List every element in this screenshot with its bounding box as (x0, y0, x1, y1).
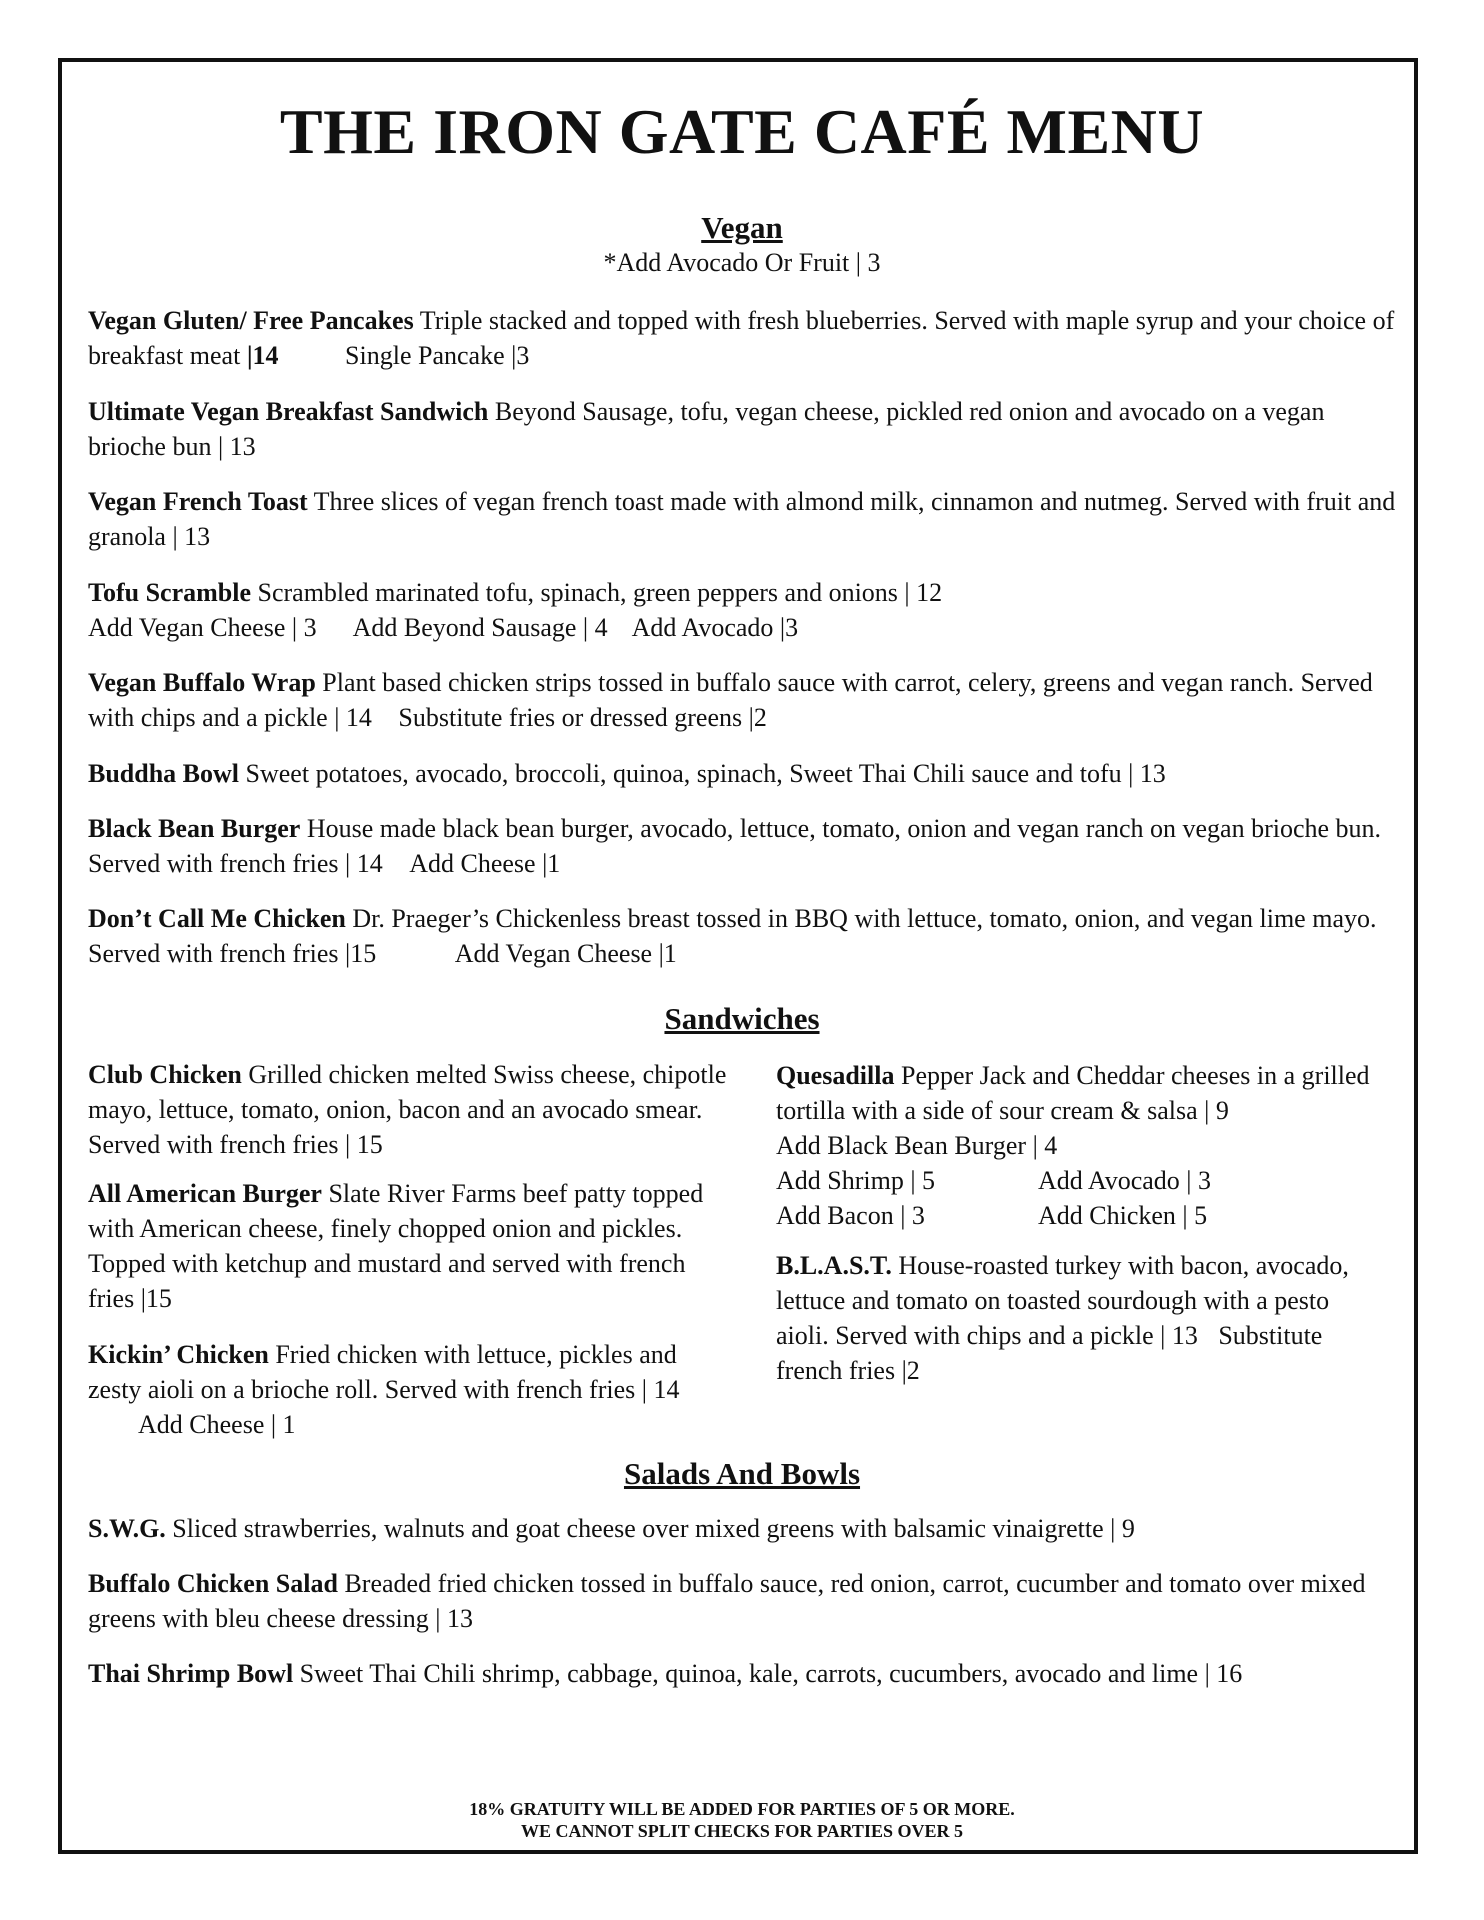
item-description: House-roasted turkey with bacon, avocado, lettuce and tomato on toasted sourdough with a pesto aioli. Served with chips and a pickle | 13 (776, 1251, 1349, 1350)
item-description: Slate River Farms beef patty topped with American cheese, finely chopped onion and pickles. Topped with ketchup and mustard and served with french fries |15 (88, 1179, 704, 1313)
item-name: Vegan Gluten/ Free Pancakes (88, 306, 414, 335)
item-name: Tofu Scramble (88, 578, 251, 607)
menu-item (88, 1337, 728, 1442)
item-description: Breaded fried chicken tossed in buffalo sauce, red onion, carrot, cucumber and tomato over mixed greens with bleu cheese dressing | 13 (88, 1569, 1366, 1633)
section-heading-sandwiches: Sandwiches (664, 1001, 820, 1036)
item-extra: Substitute fries or dressed greens |2 (398, 703, 767, 732)
item-extra: Add Cheese | 1 (138, 1410, 296, 1439)
item-name: Don’t Call Me Chicken (88, 904, 346, 933)
item-name: Thai Shrimp Bowl (88, 1659, 294, 1688)
item-description: Plant based chicken strips tossed in buffalo sauce with carrot, celery, greens and vegan ranch. Served with chips and a pickle | 14 (88, 668, 1373, 732)
item-addon: Add Black Bean Burger | 4 (776, 1131, 1058, 1160)
item-price: |14 (246, 341, 279, 370)
menu-item (88, 1566, 1400, 1636)
menu-item (88, 394, 1400, 464)
menu-title: THE IRON GATE CAFÉ MENU (279, 96, 1205, 167)
menu-item (88, 901, 1400, 971)
item-name: Black Bean Burger (88, 814, 301, 843)
footer-gratuity-note: 18% GRATUITY WILL BE ADDED FOR PARTIES OF 5 OR MORE. (469, 1799, 1015, 1819)
menu-item (88, 756, 1400, 791)
item-description: Pepper Jack and Cheddar cheeses in a grilled tortilla with a side of sour cream & salsa | 9 (776, 1061, 1370, 1125)
item-name: All American Burger (88, 1179, 322, 1208)
item-description: Sweet Thai Chili shrimp, cabbage, quinoa, kale, carrots, cucumbers, avocado and lime | 16 (299, 1659, 1243, 1688)
item-description: Three slices of vegan french toast made with almond milk, cinnamon and nutmeg. Served with fruit and granola | 13 (88, 487, 1396, 551)
item-extra: Substitute french fries |2 (776, 1321, 1323, 1385)
item-description: Scrambled marinated tofu, spinach, green peppers and onions | 12 (257, 578, 943, 607)
item-name: B.L.A.S.T. (776, 1251, 892, 1280)
item-addon: Add Avocado |3 (631, 613, 799, 642)
item-name: Club Chicken (88, 1060, 242, 1089)
addon-row (776, 1198, 1396, 1233)
item-extra: Single Pancake |3 (345, 341, 530, 370)
item-description: Dr. Praeger’s Chickenless breast tossed in BBQ with lettuce, tomato, onion, and vegan lime mayo. Served with french fries |15 (88, 904, 1377, 968)
menu-item (776, 1248, 1376, 1388)
section-heading-salads: Salads And Bowls (623, 1456, 861, 1491)
item-name: Buffalo Chicken Salad (88, 1569, 338, 1598)
item-description: Triple stacked and topped with fresh blueberries. Served with maple syrup and your choice of breakfast meat (88, 306, 1395, 370)
item-description: Sliced strawberries, walnuts and goat cheese over mixed greens with balsamic vinaigrette | 9 (172, 1514, 1135, 1543)
item-addon: Add Shrimp | 5 (776, 1166, 936, 1195)
item-description: Sweet potatoes, avocado, broccoli, quinoa, spinach, Sweet Thai Chili sauce and tofu | 13 (245, 759, 1166, 788)
item-name: Ultimate Vegan Breakfast Sandwich (88, 397, 489, 426)
item-addon: Add Vegan Cheese | 3 (88, 613, 317, 642)
menu-item (88, 811, 1400, 881)
item-extra: Add Vegan Cheese |1 (454, 939, 677, 968)
menu-item (88, 484, 1400, 554)
section-heading-vegan: Vegan (701, 210, 783, 245)
item-addon: Add Avocado | 3 (1038, 1166, 1211, 1195)
item-description: House made black bean burger, avocado, lettuce, tomato, onion and vegan ranch on vegan brioche bun. Served with french fries | 14 (88, 814, 1382, 878)
menu-item (88, 665, 1400, 735)
menu-item (88, 303, 1400, 373)
menu-item (88, 1511, 1400, 1546)
menu-item (88, 1656, 1258, 1691)
footer-split-checks-note: WE CANNOT SPLIT CHECKS FOR PARTIES OVER 5 (521, 1821, 963, 1841)
menu-item (776, 1058, 1396, 1233)
item-addon: Add Beyond Sausage | 4 (352, 613, 608, 642)
vegan-note: *Add Avocado Or Fruit | 3 (603, 248, 881, 277)
item-name: Buddha Bowl (88, 759, 240, 788)
item-name: Vegan French Toast (88, 487, 308, 516)
menu-item (88, 1176, 728, 1316)
item-description: Fried chicken with lettuce, pickles and zesty aioli on a brioche roll. Served with french fries | 14 (88, 1340, 680, 1404)
addon-row (776, 1163, 1396, 1198)
item-addon: Add Chicken | 5 (1038, 1201, 1208, 1230)
item-name: Vegan Buffalo Wrap (88, 668, 316, 697)
item-description: Grilled chicken melted Swiss cheese, chipotle mayo, lettuce, tomato, onion, bacon and an avocado smear. Served with french fries | 15 (88, 1060, 727, 1159)
menu-item (88, 1057, 728, 1162)
item-addon: Add Bacon | 3 (776, 1201, 925, 1230)
item-description: Beyond Sausage, tofu, vegan cheese, pickled red onion and avocado on a vegan brioche bun | 13 (88, 397, 1325, 461)
item-name: S.W.G. (88, 1514, 166, 1543)
item-extra: Add Cheese |1 (409, 849, 561, 878)
item-name: Quesadilla (776, 1061, 895, 1090)
item-name: Kickin’ Chicken (88, 1340, 269, 1369)
menu-item (88, 575, 1400, 645)
